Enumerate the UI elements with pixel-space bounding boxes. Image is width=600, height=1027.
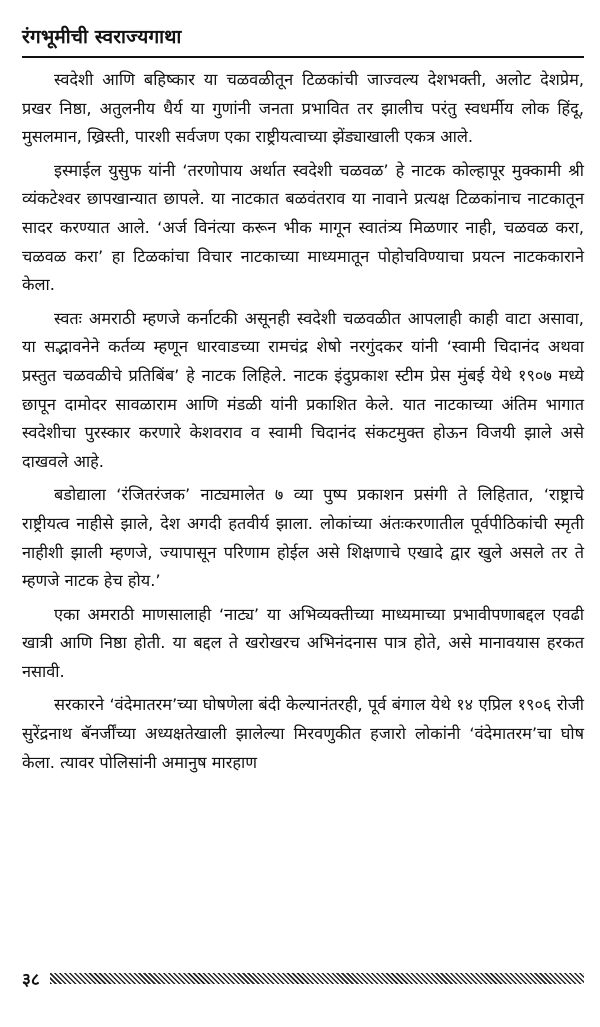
paragraph-3: स्वतः अमराठी म्हणजे कर्नाटकी असूनही स्वदेशी चळवळीत आपलाही काही वाटा असावा, या सद्भावनेने कर्तव्य म्हणून धारवाडच्या रामचंद्र शेषो नरगुंदकर यांनी ‘स्वामी चिदानंद अथवा प्रस्तुत चळवळीचे प्रतिबिंब’ हे नाटक लिहिले. नाटक इंदुप्रकाश स्टीम प्रेस मुंबई येथे १९०७ मध्ये छापून दामोदर सावळाराम आणि मंडळी यांनी प्रकाशित केले. यात नाटकाच्या अंतिम भागात स्वदेशीचा पुरस्कार करणारे केशवराव व स्वामी चिदानंद संकटमुक्त होऊन विजयी झाले असे दाखवले आहे. bbox=[22, 308, 584, 471]
paragraph-2: इस्माईल युसुफ यांनी ‘तरणोपाय अर्थात स्वदेशी चळवळ’ हे नाटक कोल्हापूर मुक्कामी श्री व्यंकटेश्वर छापखान्यात छापले. या नाटकात बळवंतराव या नावाने प्रत्यक्ष टिळकांनाच नाटकातून सादर करण्यात आले. ‘अर्ज विनंत्या करून भीक मागून स्वातंत्र्य मिळणार नाही, चळवळ करा, चळवळ करा’ हा टिळकांचा विचार नाटकाच्या माध्यमातून पोहोचविण्याचा प्रयत्न नाटककाराने केला. bbox=[22, 160, 584, 295]
paragraph-6: सरकारने ‘वंदेमातरम’च्या घोषणेला बंदी केल्यानंतरही, पूर्व बंगाल येथे १४ एप्रिल १९०६ रोजी सुरेंद्रनाथ बॅनर्जींच्या अध्यक्षतेखाली झालेल्या मिरवणुकीत हजारो लोकांनी ‘वंदेमातरम’चा घोष केला. त्यावर पोलिसांनी अमानुष मारहाण bbox=[22, 695, 584, 772]
body-text bbox=[22, 66, 584, 777]
running-title: रंगभूमीची स्वराज्यगाथा bbox=[22, 0, 584, 58]
page-number: ३८ bbox=[22, 969, 40, 990]
paragraph-4: बडोद्याला ‘रंजितरंजक’ नाट्यमालेत ७ व्या पुष्प प्रकाशन प्रसंगी ते लिहितात, ‘राष्ट्राचे राष्ट्रीयत्व नाहीसे झाले, देश अगदी हतवीर्य झाला. लोकांच्या अंतःकरणातील पूर्वपीठिकांची स्मृती नाहीशी झाली म्हणजे, ज्यापासून परिणाम होईल असे शिक्षणाचे एखादे द्वार खुले असले तर ते म्हणजे नाटक हेच होय.’ bbox=[22, 485, 584, 591]
paragraph-5: एका अमराठी माणसालाही ‘नाट्य’ या अभिव्यक्तीच्या माध्यमाच्या प्रभावीपणाबद्दल एवढी खात्री आणि निष्ठा होती. या बद्दल ते खरोखरच अभिनंदनास पात्र होते, असे मानावयास हरकत नसावी. bbox=[22, 604, 584, 681]
hatched-footer-rule bbox=[50, 973, 584, 984]
page-footer bbox=[22, 966, 584, 990]
paragraph-1: स्वदेशी आणि बहिष्कार या चळवळीतून टिळकांची जाज्वल्य देशभक्ती, अलोट देशप्रेम, प्रखर निष्ठा, अतुलनीय धैर्य या गुणांनी जनता प्रभावित तर झालीच परंतु स्वधर्मीय लोक हिंदू, मुसलमान, ख्रिस्ती, पारशी सर्वजण एका राष्ट्रीयत्वाच्या झेंड्याखाली एकत्र आले. bbox=[22, 70, 584, 147]
